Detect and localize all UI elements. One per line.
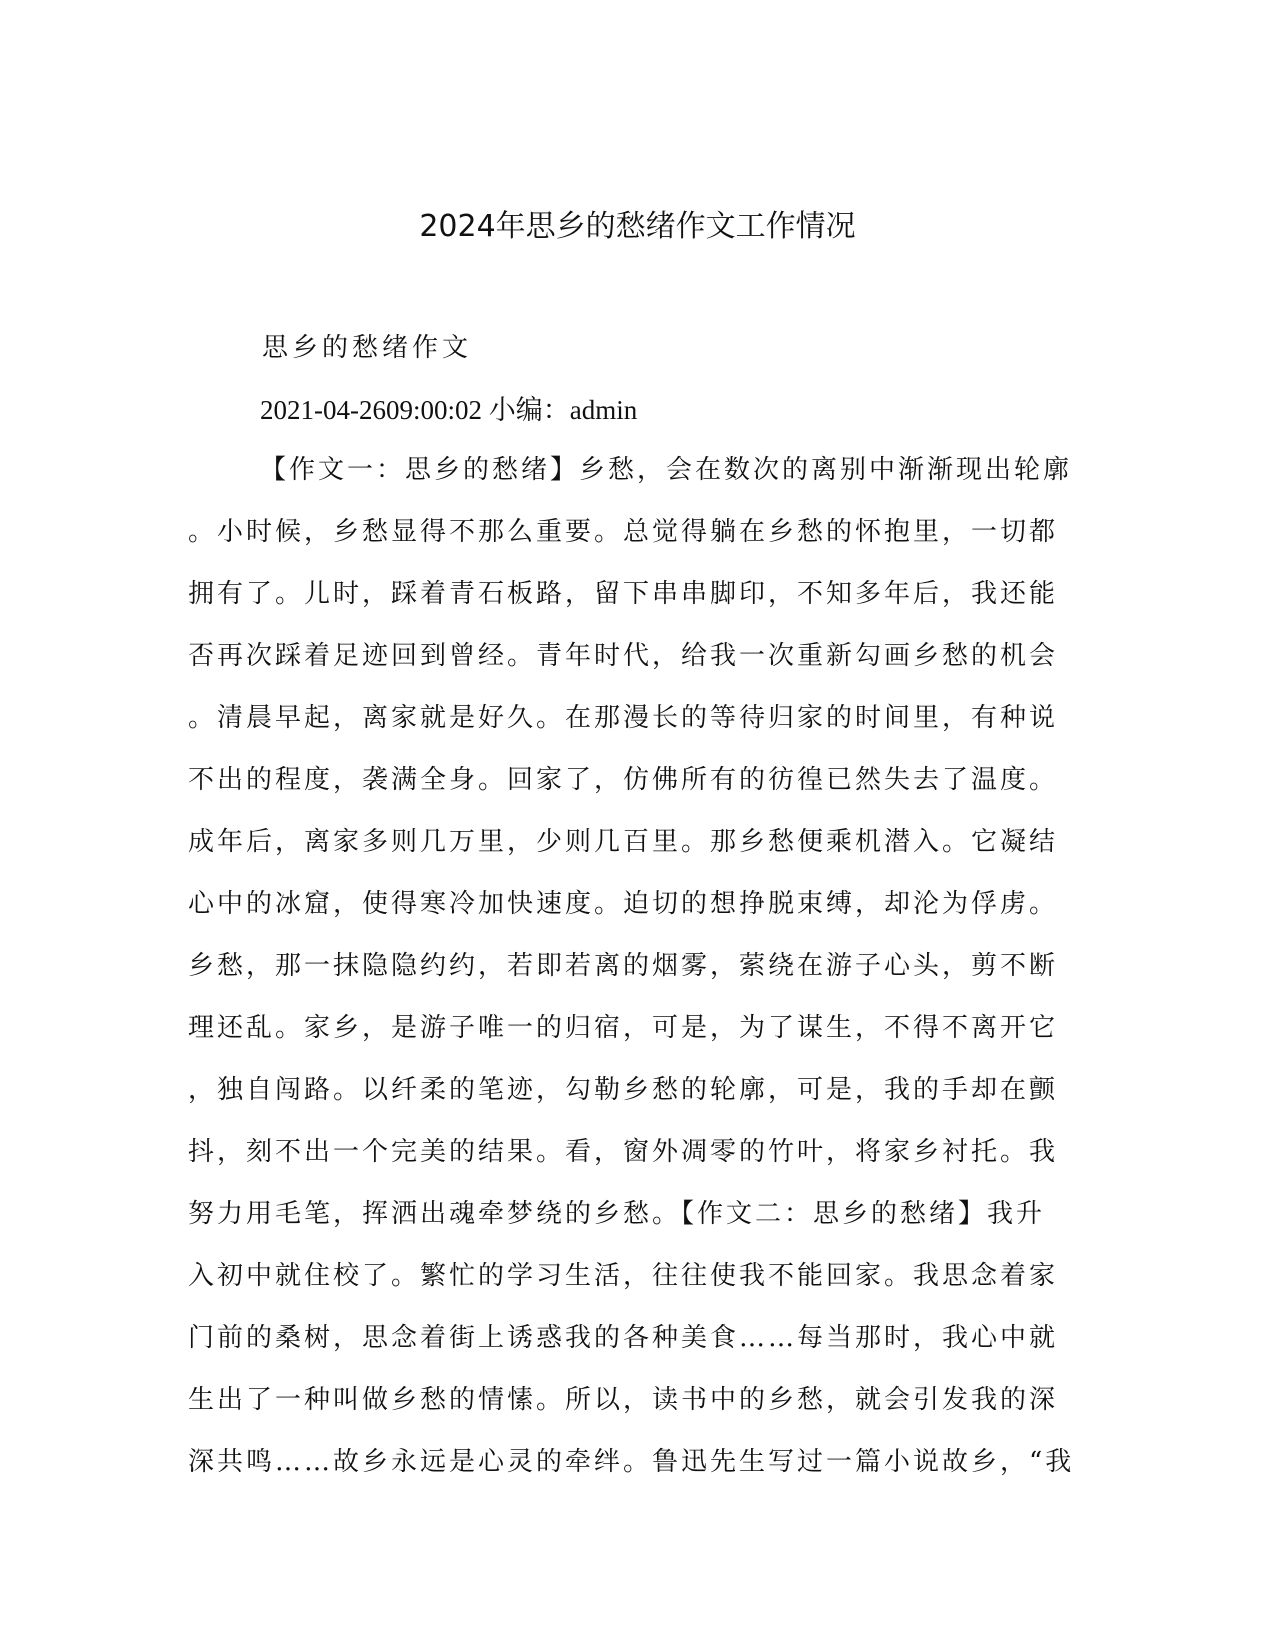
body-line: 否再次踩着足迹回到曾经。青年时代，给我一次重新勾画乡愁的机会 [188, 641, 1059, 671]
body-line: 。小时候，乡愁显得不那么重要。总觉得躺在乡愁的怀抱里，一切都 [188, 517, 1059, 547]
body-line: 乡愁，那一抹隐隐约约，若即若离的烟雾，萦绕在游子心头，剪不断 [188, 951, 1059, 981]
body-line: 。清晨早起，离家就是好久。在那漫长的等待归家的时间里，有种说 [188, 703, 1059, 733]
body-line: 抖，刻不出一个完美的结果。看，窗外凋零的竹叶，将家乡衬托。我 [188, 1137, 1059, 1167]
body-line: 理还乱。家乡，是游子唯一的归宿，可是，为了谋生，不得不离开它 [188, 1013, 1059, 1043]
body-line: 不出的程度，袭满全身。回家了，仿佛所有的彷徨已然失去了温度。 [188, 765, 1059, 795]
body-line: 努力用毛笔，挥洒出魂牵梦绕的乡愁。【作文二：思乡的愁绪】我升 [188, 1199, 1046, 1229]
body-line: 拥有了。儿时，踩着青石板路，留下串串脚印，不知多年后，我还能 [188, 579, 1059, 609]
body-line: ，独自闯路。以纤柔的笔迹，勾勒乡愁的轮廓，可是，我的手却在颤 [188, 1075, 1059, 1105]
document-subtitle: 思乡的愁绪作文 [262, 333, 473, 363]
document-body [188, 452, 1078, 1506]
document-meta: 2021-04-2609:00:02 小编：admin [260, 395, 638, 425]
body-line: 成年后，离家多则几万里，少则几百里。那乡愁便乘机潜入。它凝结 [188, 827, 1059, 857]
body-line: 【作文一：思乡的愁绪】乡愁，会在数次的离别中渐渐现出轮廓 [260, 455, 1073, 485]
body-line: 心中的冰窟，使得寒冷加快速度。迫切的想挣脱束缚，却沦为俘虏。 [188, 889, 1059, 919]
body-line: 门前的桑树，思念着街上诱惑我的各种美食……每当那时，我心中就 [188, 1323, 1059, 1353]
body-line: 入初中就住校了。繁忙的学习生活，往往使我不能回家。我思念着家 [188, 1261, 1059, 1291]
body-line: 深共鸣……故乡永远是心灵的牵绊。鲁迅先生写过一篇小说故乡，“我 [188, 1447, 1075, 1477]
document-title: 2024年思乡的愁绪作文工作情况 [419, 209, 856, 244]
body-line: 生出了一种叫做乡愁的情愫。所以，读书中的乡愁，就会引发我的深 [188, 1385, 1059, 1415]
